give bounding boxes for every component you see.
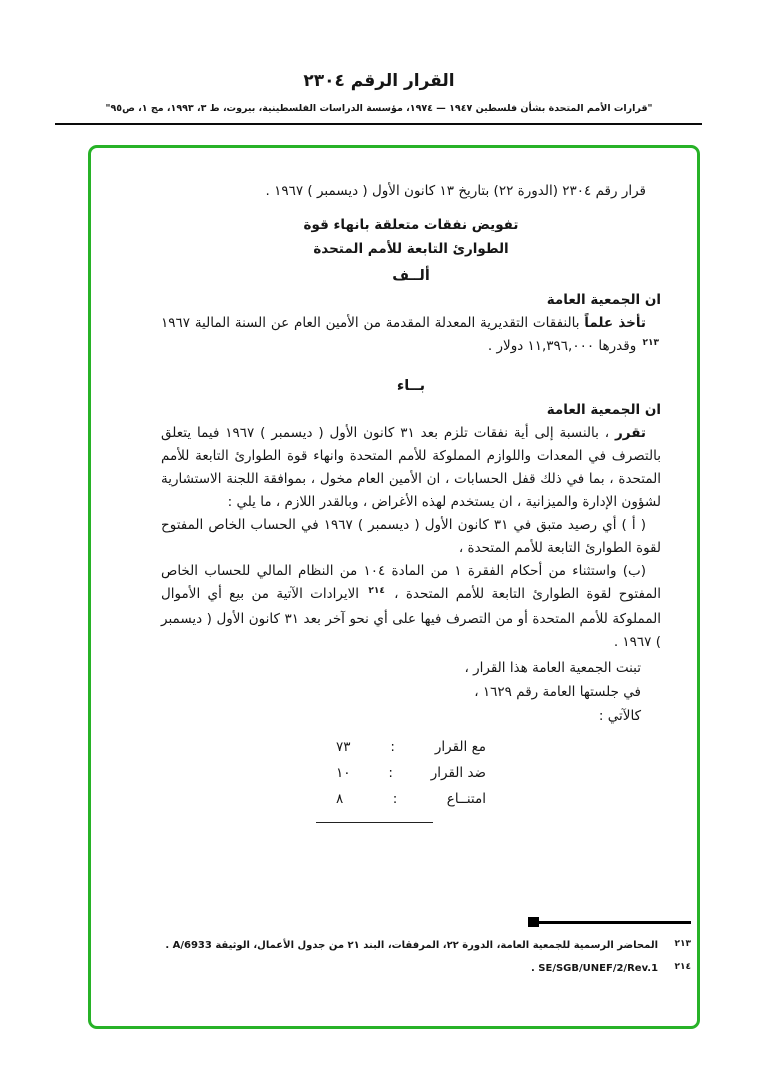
vote-abstain-row (336, 786, 486, 812)
clause-b-text: (ب) واستثناء من أحكام الفقرة ١ من المادة ١٠٤ من النظام المالي للحساب الخاص المفتوح لقوة الطوارئ التابعة للأمم المتحدة ، (161, 563, 661, 602)
header-rule (55, 123, 702, 125)
adoption-line-1: تبنت الجمعية العامة هذا القرار ، (464, 660, 641, 676)
resolution-subject (161, 213, 661, 261)
vote-abstain-colon: : (392, 791, 398, 807)
footnote-rule (539, 921, 691, 924)
adoption-line-3: كالآتي : (598, 708, 641, 724)
footnote-separator (99, 917, 691, 927)
clause-b-tail: الايرادات الآتية من بيع أي الأموال المملوكة للأمم المتحدة أو من التصرف فيها على أي نحو آخر بعد ٣١ كانون الأول ( ديسمبر ) ١٩٦٧ . (161, 586, 661, 650)
footnote-ref-214: ٢١٤ (368, 586, 385, 596)
subject-line-1: تفويض نفقات متعلقة بانهاء قوة (303, 217, 519, 233)
clause-b (161, 560, 661, 654)
resolution-frame (88, 145, 700, 1029)
vote-for-colon: : (390, 739, 395, 755)
section-b-lead: تقرر (615, 425, 646, 441)
vote-for-label: مع القرار (434, 739, 486, 755)
end-mark-square-icon (528, 917, 539, 927)
footnote-213 (99, 939, 691, 953)
clause-a: ( أ ) أي رصيد متبق في ٣١ كانون الأول ( ديسمبر ) ١٩٦٧ في الحساب الخاص المفتوح لقوة الطوارئ التابعة للأمم المتحدة ، (161, 517, 661, 556)
vote-against-label: ضد القرار (430, 765, 486, 781)
vote-for-count: ٧٣ (336, 739, 351, 755)
section-a-marker: ألــف (392, 268, 430, 284)
resolution-intro: قرار رقم ٢٣٠٤ (الدورة ٢٢) بتاريخ ١٣ كانون الأول ( ديسمبر ) ١٩٦٧ . (265, 183, 646, 199)
adoption-line-2: في جلستها العامة رقم ١٦٢٩ ، (474, 684, 641, 700)
footnote-214-number: ٢١٤ (674, 962, 691, 972)
section-b-assembly-line: ان الجمعية العامة (546, 402, 661, 418)
section-b-paragraph (161, 422, 661, 514)
vote-against-count: ١٠ (336, 765, 351, 781)
source-citation: "قرارات الأمم المتحدة بشأن فلسطين ١٩٤٧ — ١٩٧٤، مؤسسة الدراسات الفلسطينية، بيروت، ط ٣، ١٩٩٣، مج ١، ص٩٥" (105, 103, 653, 114)
section-a-text: بالنفقات التقديرية المعدلة المقدمة من الأمين العام عن السنة المالية ١٩٦٧ (161, 315, 585, 331)
section-a-lead: تأخذ علماً (584, 315, 646, 331)
section-b-marker: بــاء (396, 378, 426, 394)
section-a-paragraph (161, 312, 661, 360)
subject-line-2: الطوارئ التابعة للأمم المتحدة (313, 241, 509, 257)
resolution-title: القرار الرقم ٢٣٠٤ (303, 71, 455, 91)
page-header (0, 70, 758, 115)
footnote-ref-213: ٢١٣ (642, 338, 659, 348)
adoption-block (161, 656, 661, 728)
vote-results (161, 734, 661, 812)
vote-for-row (336, 734, 486, 760)
votes-underline (316, 822, 433, 823)
section-a-tail: وقدرها ١١,٣٩٦,٠٠٠ دولار . (487, 338, 641, 354)
footnote-213-text: المحاضر الرسمية للجمعية العامة، الدورة ٢٢، المرفقات، البند ٢١ من جدول الأعمال، الوثيقة A/6933 . (165, 940, 659, 951)
footnotes-area (99, 917, 691, 976)
vote-abstain-count: ٨ (336, 791, 344, 807)
resolution-body (161, 180, 691, 1026)
section-a-assembly-line: ان الجمعية العامة (546, 292, 661, 308)
footnote-213-number: ٢١٣ (674, 939, 691, 949)
footnote-214 (99, 962, 691, 976)
footnote-214-text: SE/SGB/UNEF/2/Rev.1 . (531, 963, 659, 974)
section-b-text: ، بالنسبة إلى أية نفقات تلزم بعد ٣١ كانون الأول ( ديسمبر ) ١٩٦٧ فيما يتعلق بالتصرف في المعدات واللوازم المملوكة للأمم المتحدة وانهاء قوة الطوارئ التابعة للأمم المتحدة ، بما في ذلك قفل الحسابات ، ان الأمين العام مخول ، بموافقة اللجنة الاستشارية لشؤون الإدارة والميزانية ، ان يستخدم لهذه الأغراض ، وبالقدر اللازم ، ما يلي : (161, 425, 661, 510)
vote-against-colon: : (388, 765, 393, 781)
vote-against-row (336, 760, 486, 786)
vote-abstain-label: امتنــاع (446, 791, 486, 807)
